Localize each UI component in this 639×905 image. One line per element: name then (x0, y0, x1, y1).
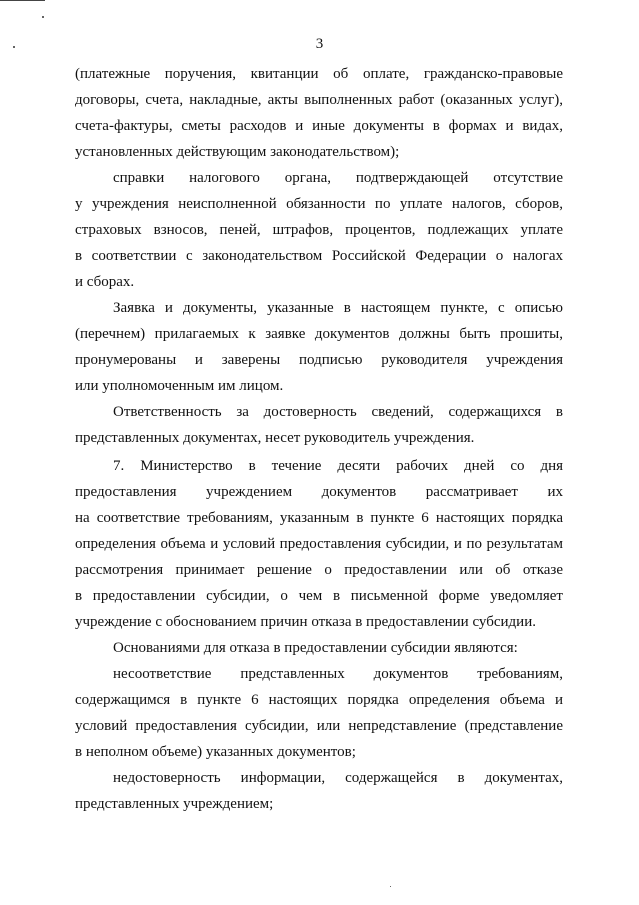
text-line: справки налогового органа, подтверждающей отсутствие (113, 170, 563, 186)
scan-speck (390, 886, 391, 887)
text-line: Ответственность за достоверность сведений, содержащихся в (113, 404, 563, 420)
text-line: в неполном объеме) указанных документов; (75, 744, 356, 760)
text-line: в предоставлении субсидии, о чем в письменной форме уведомляет (75, 588, 563, 604)
text-line: (платежные поручения, квитанции об оплате, гражданско-правовые (75, 66, 563, 82)
text-line: представленных документах, несет руководитель учреждения. (75, 430, 475, 446)
text-line: 7. Министерство в течение десяти рабочих дней со дня (113, 458, 563, 474)
text-line: у учреждения неисполненной обязанности по уплате налогов, сборов, (75, 196, 563, 212)
text-line: Заявка и документы, указанные в настоящем пункте, с описью (113, 300, 563, 316)
text-line: содержащимся в пункте 6 настоящих порядка определения объема и (75, 692, 563, 708)
scan-edge-mark (0, 0, 45, 1)
text-line: предоставления учреждением документов рассматривает их (75, 484, 563, 500)
text-line: пронумерованы и заверены подписью руководителя учреждения (75, 352, 563, 368)
text-line: договоры, счета, накладные, акты выполненных работ (оказанных услуг), (75, 92, 563, 108)
text-line: недостоверность информации, содержащейся в документах, (113, 770, 563, 786)
text-line: страховых взносов, пеней, штрафов, процентов, подлежащих уплате (75, 222, 563, 238)
text-line: определения объема и условий предоставления субсидии, и по результатам (75, 536, 563, 552)
text-line: несоответствие представленных документов требованиям, (113, 666, 563, 682)
text-line: на соответствие требованиям, указанным в пункте 6 настоящих порядка (75, 510, 563, 526)
text-line: представленных учреждением; (75, 796, 274, 812)
text-line: учреждение с обоснованием причин отказа в предоставлении субсидии. (75, 614, 536, 630)
text-line: счета-фактуры, сметы расходов и иные документы в формах и видах, (75, 118, 563, 134)
text-line: и сборах. (75, 274, 135, 290)
scan-speck (42, 16, 44, 18)
text-line: Основаниями для отказа в предоставлении субсидии являются: (113, 640, 518, 656)
text-line: в соответствии с законодательством Российской Федерации о налогах (75, 248, 563, 264)
text-line: (перечнем) прилагаемых к заявке документов должны быть прошиты, (75, 326, 563, 342)
text-line: или уполномоченным им лицом. (75, 378, 284, 394)
text-line: рассмотрения принимает решение о предоставлении или об отказе (75, 562, 563, 578)
text-line: условий предоставления субсидии, или непредставление (представление (75, 718, 563, 734)
text-line: установленных действующим законодательством); (75, 144, 400, 160)
page-number: 3 (315, 36, 324, 52)
